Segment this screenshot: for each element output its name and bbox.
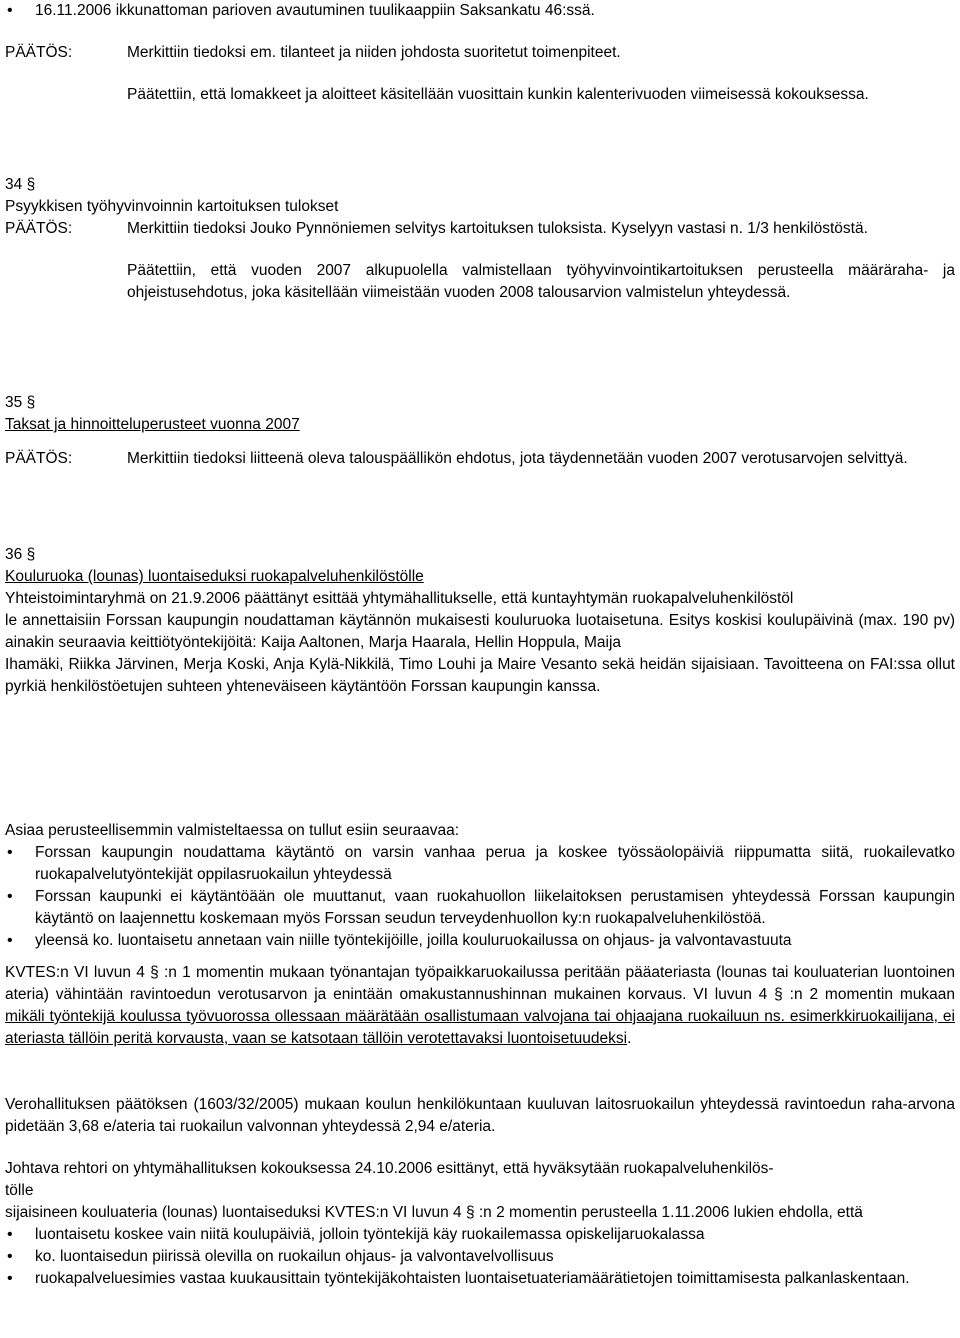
paatos-label: PÄÄTÖS: bbox=[5, 220, 73, 237]
rector-text-a: Johtava rehtori on yhtymähallituksen kokouksessa 24.10.2006 esittänyt, että hyväksytään ruokapalveluhenkilös- bbox=[5, 1160, 774, 1177]
kvtes-end: . bbox=[627, 1030, 632, 1047]
section-34-decision: Merkittiin tiedoksi Jouko Pynnöniemen selvitys kartoituksen tuloksista. Kyselyyn vastasi n. 1/3 henkilöstöstä. bbox=[127, 220, 868, 237]
section-36-p1c: Ihamäki, Riikka Järvinen, Merja Koski, Anja Kylä-Nikkilä, Timo Louhi ja Maire Vesanto sekä heidän sijaisiaan. Tavoitteena on FAI:ssa ollut pyrkiä henkilöstöetujen suhteen yhteneväiseen käytäntöön Forssan kaupungin kanssa. bbox=[5, 656, 955, 695]
top-bullet-list bbox=[5, 0, 955, 22]
kvtes-text bbox=[5, 962, 955, 1050]
list-item: • yleensä ko. luontaisetu annetaan vain niille työntekijöille, joilla kouluruokailussa on ohjaus- ja valvontavastuuta bbox=[5, 930, 955, 952]
tax-text: Verohallituksen päätöksen (1603/32/2005) mukaan koulun henkilökuntaan kuuluvan laitosruokailun yhteydessä ravintoedun raha-arvona pidetään 3,68 e/ateria tai ruokailun valvonnan yhteydessä 2,94 e/ateria. bbox=[5, 1096, 955, 1135]
section-sign: § bbox=[26, 176, 36, 193]
section-35-heading bbox=[5, 392, 955, 414]
section-35-title: Taksat ja hinnoitteluperusteet vuonna 2007 bbox=[5, 416, 300, 433]
section-36-p1a: Yhteistoimintaryhmä on 21.9.2006 päättänyt esittää yhtymähallitukselle, että kuntayhtymän ruokapalveluhenkilöstöl bbox=[5, 590, 794, 607]
section-34-number: 34 bbox=[5, 176, 23, 193]
rector-text-c: sijaisineen kouluateria (lounas) luontaiseduksi KVTES:n VI luvun 4 § :n 2 momentin perusteella 1.11.2006 lukien ehdolla, että bbox=[5, 1204, 863, 1221]
paatos-label: PÄÄTÖS: bbox=[5, 450, 73, 467]
paatos-label: PÄÄTÖS: bbox=[5, 44, 73, 61]
section-36-intro: Asiaa perusteellisemmin valmisteltaessa on tullut esiin seuraavaa: bbox=[5, 822, 460, 839]
top-item-block bbox=[5, 0, 955, 22]
conditions-list bbox=[5, 1224, 955, 1290]
section-34 bbox=[5, 174, 955, 304]
section-36-number: 36 bbox=[5, 546, 23, 563]
section-36-p1b: le annettaisiin Forssan kaupungin noudattaman käytännön mukaisesti kouluruoka luotaisetuna. Esitys koskisi koulupäivinä (max. 190 pv) ainakin seuraavia keittiötyöntekijöitä: Kaija Aaltonen, Marja Haarala, Hellin Hoppula, Maija bbox=[5, 612, 955, 651]
section-34-resolution: Päätettiin, että vuoden 2007 alkupuolella valmistellaan työhyvinvointikartoituksen perusteella määräraha- ja ohjeistusehdotus, joka käsitellään viimeistään vuoden 2008 talousarvion valmistelun yhteydessä. bbox=[127, 262, 955, 301]
list-item: • luontaisetu koskee vain niitä koulupäiviä, jolloin työntekijä käy ruokailemassa opiskelijaruokalassa bbox=[5, 1224, 955, 1246]
list-item: • ruokapalveluesimies vastaa kuukausittain työntekijäkohtaisten luontaisetuateriamäärätietojen toimittamisesta palkanlaskentaan. bbox=[5, 1268, 955, 1290]
block1-decision-row bbox=[5, 42, 955, 64]
list-item: • Forssan kaupunki ei käytäntöään ole muuttanut, vaan ruokahuollon liikelaitoksen perustamisen yhteydessä Forssan kaupungin käytäntö on laajennettu koskemaan myös Forssan seudun terveydenhuollon ky:n ruokapalveluhenkilöstöä. bbox=[5, 886, 955, 930]
section-36-title: Kouluruoka (lounas) luontaiseduksi ruokapalveluhenkilöstölle bbox=[5, 568, 424, 585]
kvtes-plain: KVTES:n VI luvun 4 § :n 1 momentin mukaan työnantajan työpaikkaruokailussa peritään pääateriasta (lounas tai kouluaterian luontoinen ateria) vähintään ravintoedun verotusarvon ja enintään omakustannushinnan mukainen korvaus. VI luvun 4 § :n 2 momentin mukaan bbox=[5, 964, 955, 1003]
list-item: • ko. luontaisedun piirissä olevilla on ruokailun ohjaus- ja valvontavelvollisuus bbox=[5, 1246, 955, 1268]
section-36-heading bbox=[5, 544, 955, 566]
list-item: • Forssan kaupungin noudattama käytäntö on varsin vanhaa perua ja koskee työssäolopäiviä riippumatta siitä, ruokailevatko ruokapalvelutyöntekijät oppilasruokailun yhteydessä bbox=[5, 842, 955, 886]
section-35 bbox=[5, 392, 955, 470]
considerations-list bbox=[5, 842, 955, 952]
rector-text-b: tölle bbox=[5, 1182, 34, 1199]
top-bullet-item: • 16.11.2006 ikkunattoman parioven avautuminen tuulikaappiin Saksankatu 46:ssä. bbox=[5, 0, 955, 22]
kvtes-underlined: mikäli työntekijä koulussa työvuorossa ollessaan määrätään osallistumaan valvojana tai ohjaajana ruokailuun ns. esimerkkiruokailijana, ei ateriasta tällöin peritä korvausta, vaan se katsotaan tällöin verotettavaksi luontoisetuudeksi bbox=[5, 1008, 955, 1047]
rector-paragraph bbox=[5, 1158, 955, 1290]
tax-paragraph bbox=[5, 1094, 955, 1138]
section-36 bbox=[5, 544, 955, 698]
section-sign: § bbox=[26, 394, 36, 411]
section-36-considerations bbox=[5, 820, 955, 952]
block1 bbox=[5, 42, 955, 106]
section-35-number: 35 bbox=[5, 394, 23, 411]
section-sign: § bbox=[26, 546, 36, 563]
section-34-heading bbox=[5, 174, 955, 196]
section-34-decision-row bbox=[5, 218, 955, 240]
section-34-title: Psyykkisen työhyvinvoinnin kartoituksen tulokset bbox=[5, 198, 339, 215]
section-35-decision: Merkittiin tiedoksi liitteenä oleva talouspäällikön ehdotus, jota täydennetään vuoden 2007 verotusarvojen selvittyä. bbox=[127, 450, 908, 467]
section-35-decision-row bbox=[5, 448, 955, 470]
block1-decision: Merkittiin tiedoksi em. tilanteet ja niiden johdosta suoritetut toimenpiteet. bbox=[127, 44, 621, 61]
block1-resolution: Päätettiin, että lomakkeet ja aloitteet käsitellään vuosittain kunkin kalenterivuoden viimeisessä kokouksessa. bbox=[127, 86, 869, 103]
kvtes-paragraph bbox=[5, 962, 955, 1050]
